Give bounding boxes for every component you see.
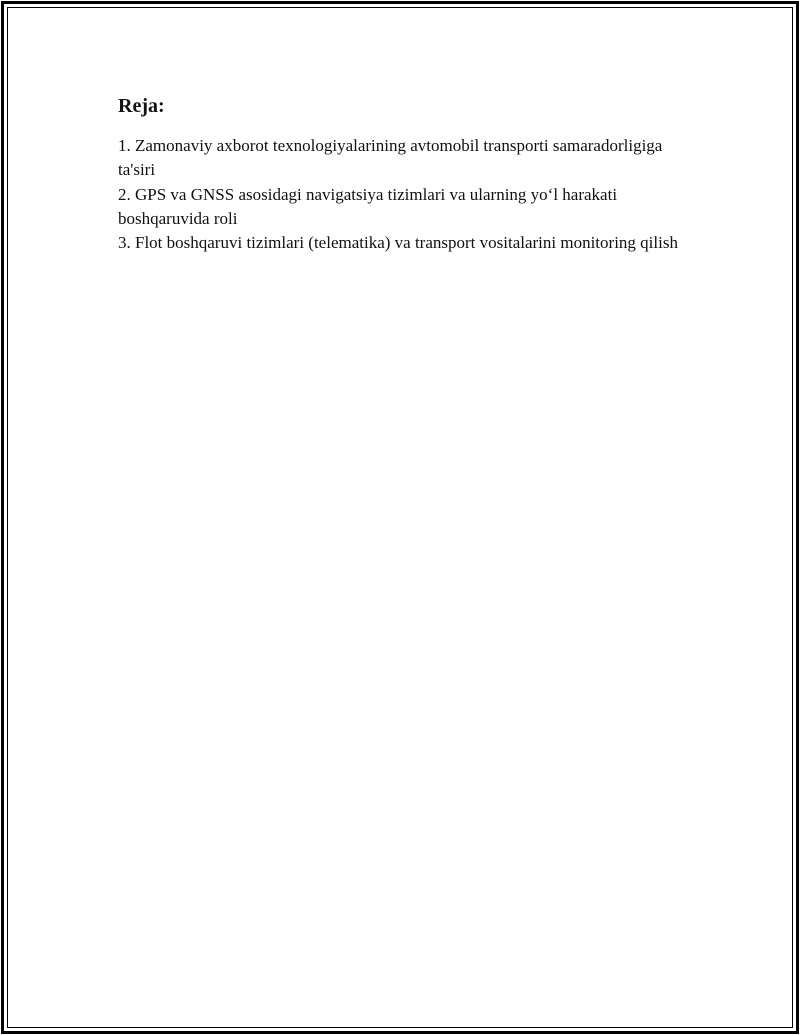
page-title: Reja:: [118, 95, 165, 117]
plan-item-3: 3. Flot boshqaruvi tizimlari (telematika) va transport vositalarini monitoring qilish: [118, 233, 678, 253]
document-content: [118, 94, 698, 255]
plan-item-1: 1. Zamonaviy axborot texnologiyalarining avtomobil transporti samaradorligiga ta'siri: [118, 136, 663, 180]
plan-list: [118, 134, 698, 255]
plan-item-2: 2. GPS va GNSS asosidagi navigatsiya tizimlari va ularning yo‘l harakati boshqaruvida roli: [118, 184, 618, 228]
